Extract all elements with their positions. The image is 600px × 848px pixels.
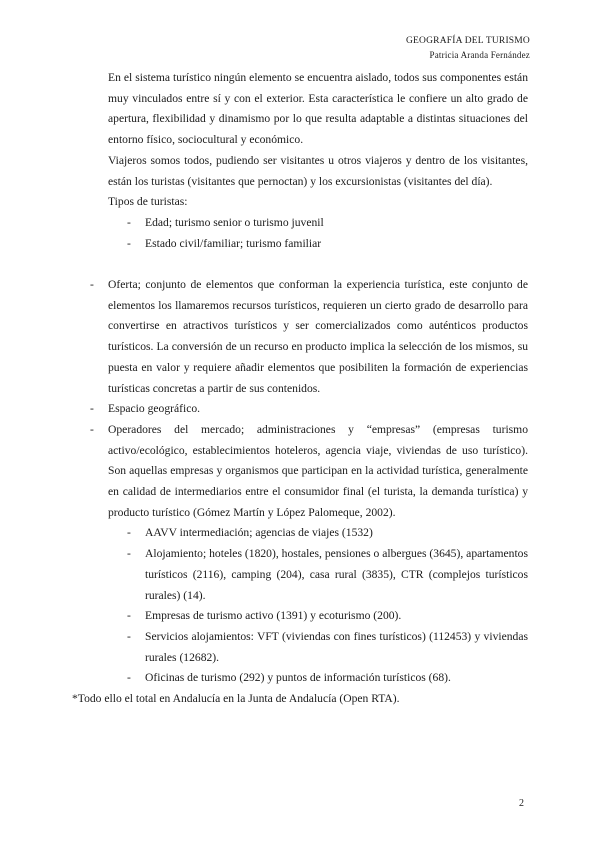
- footnote: *Todo ello el total en Andalucía en la Junta de Andalucía (Open RTA).: [72, 692, 400, 706]
- operadores-item-text: Alojamiento; hoteles (1820), hostales, pensiones o albergues (3645), apartamentos turísticos (2116), camping (204), casa rural (3835), CTR (complejos turísticos rurales) (14).: [145, 547, 528, 602]
- intro-paragraph-1: En el sistema turístico ningún elemento se encuentra aislado, todos sus componentes están muy vinculados entre sí y con el exterior. Esta característica le confiere un alto grado de apertura, flexibilidad y dinamismo por lo que resulta adaptable a distintas situaciones del entorno físico, sociocultural y económico.: [108, 71, 528, 147]
- dash-marker: -: [127, 547, 131, 561]
- operadores-item: [127, 544, 528, 606]
- operadores-item: [127, 606, 528, 627]
- dash-marker: -: [90, 422, 94, 436]
- dash-marker: -: [90, 402, 94, 416]
- operadores-item-text: Empresas de turismo activo (1391) y ecoturismo (200).: [145, 609, 402, 623]
- dash-marker: -: [127, 215, 131, 229]
- tipos-item-text: Estado civil/familiar; turismo familiar: [145, 236, 322, 250]
- intro-paragraph-2: Viajeros somos todos, pudiendo ser visitantes u otros viajeros y dentro de los visitantes, están los turistas (visitantes que pernoctan) y los excursionistas (visitantes del día).: [108, 153, 528, 188]
- operadores-item: [127, 627, 528, 668]
- operadores-item-text: AAVV intermediación; agencias de viajes (1532): [145, 526, 373, 540]
- header-title: GEOGRAFÍA DEL TURISMO: [405, 36, 530, 46]
- document-body: [0, 68, 600, 710]
- list-item-operadores: [90, 420, 528, 524]
- dash-marker: -: [127, 671, 131, 685]
- operadores-item-text: Oficinas de turismo (292) y puntos de información turísticos (68).: [145, 671, 451, 685]
- header-author: Patricia Aranda Fernández: [429, 50, 530, 60]
- operadores-item: [127, 523, 528, 544]
- dash-marker: -: [127, 526, 131, 540]
- page-number: 2: [519, 798, 524, 809]
- list-item-text: Oferta; conjunto de elementos que conforman la experiencia turística, este conjunto de elementos los llamaremos recursos turísticos, requieren un cierto grado de desarrollo para convertirse en atractivos turísticos y ser comercializados como auténticos productos turísticos. La conversión de un recurso en producto implica la selección de los mismos, su puesta en valor y requiere añadir elementos que posibiliten la formación de experiencias turísticas concretas a partir de sus contenidos.: [108, 278, 528, 395]
- dash-marker: -: [127, 629, 131, 643]
- list-item-text: Operadores del mercado; administraciones y “empresas” (empresas turismo activo/ecológico, establecimientos hoteleros, agencia viaje, viviendas de uso turístico). Son aquellas empresas y organismos que participan en la actividad turística, generalmente en calidad de intermediarios entre el consumidor final (el turista, la demanda turística) y producto turístico (Gómez Martín y López Palomeque, 2002).: [108, 422, 528, 519]
- operadores-list: [0, 523, 600, 689]
- operadores-item-text: Servicios alojamientos: VFT (viviendas con fines turísticos) (112453) y viviendas rurales (12682).: [145, 629, 528, 664]
- dash-marker: -: [127, 236, 131, 250]
- tipos-item-text: Edad; turismo senior o turismo juvenil: [145, 215, 324, 229]
- tipos-list: [0, 213, 600, 254]
- operadores-item: [127, 668, 528, 689]
- spacer: [0, 254, 600, 275]
- dash-marker: -: [90, 278, 94, 292]
- list-item-espacio: [90, 399, 528, 420]
- list-item-oferta: [90, 275, 528, 399]
- list-item-text: Espacio geográfico.: [108, 402, 201, 416]
- tipos-item: [127, 213, 528, 234]
- dash-marker: -: [127, 609, 131, 623]
- tipos-label: Tipos de turistas:: [108, 195, 188, 209]
- tipos-item: [127, 234, 528, 255]
- page-header: [406, 34, 530, 62]
